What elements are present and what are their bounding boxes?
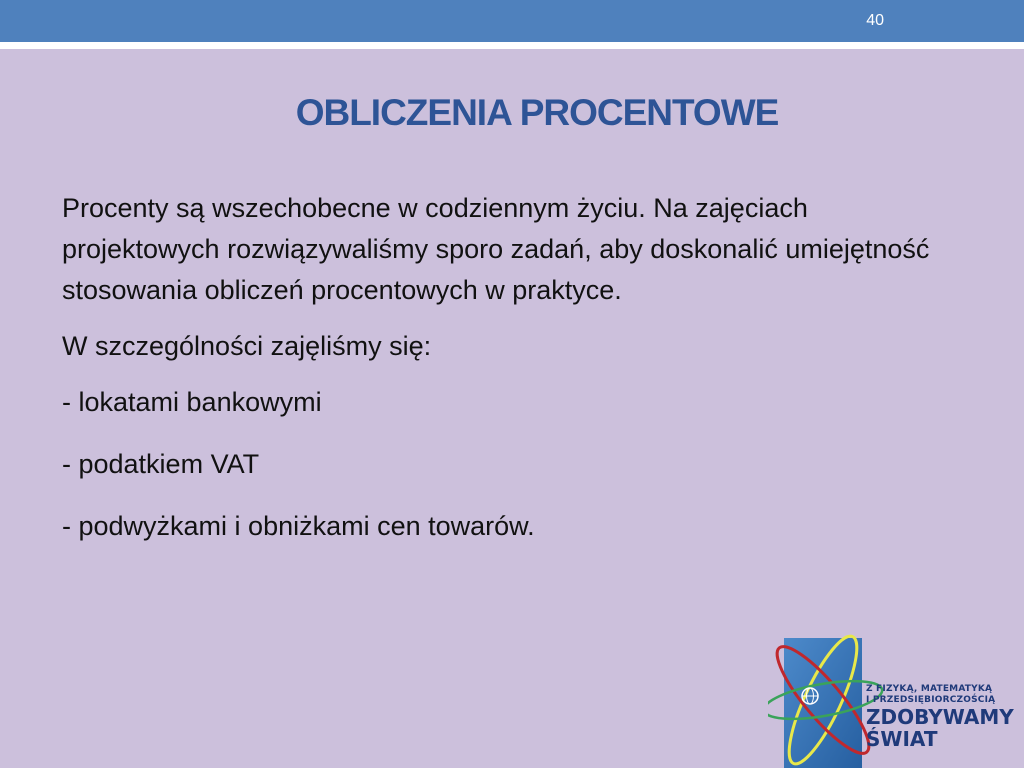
logo-line-4: ŚWIAT (866, 727, 938, 751)
top-bar (0, 0, 1024, 42)
list-item: - podwyżkami i obniżkami cen towarów. (62, 511, 535, 541)
logo-line-1: Z FIZYKĄ, MATEMATYKĄ (866, 684, 993, 694)
list-item: - lokatami bankowymi (62, 387, 322, 417)
slide-title: OBLICZENIA PROCENTOWE (295, 92, 779, 133)
list-item: - podatkiem VAT (62, 449, 260, 479)
logo-line-3: ZDOBYWAMY (866, 705, 1014, 729)
slide-number: 40 (866, 12, 884, 29)
intro-paragraph: Procenty są wszechobecne w codziennym życiu. Na zajęciach projektowych rozwiązywaliśmy sporo zadań, aby doskonalić umiejętność stosowania obliczeń procentowych w praktyce. (62, 193, 930, 305)
logo-text (866, 684, 1014, 750)
slide-content (62, 188, 962, 568)
logo-line-2: I PRZEDSIĘBIORCZOŚCIĄ (866, 695, 996, 705)
lead-in-paragraph: W szczególności zajęliśmy się: (62, 331, 432, 361)
top-bar-divider (0, 42, 1024, 49)
